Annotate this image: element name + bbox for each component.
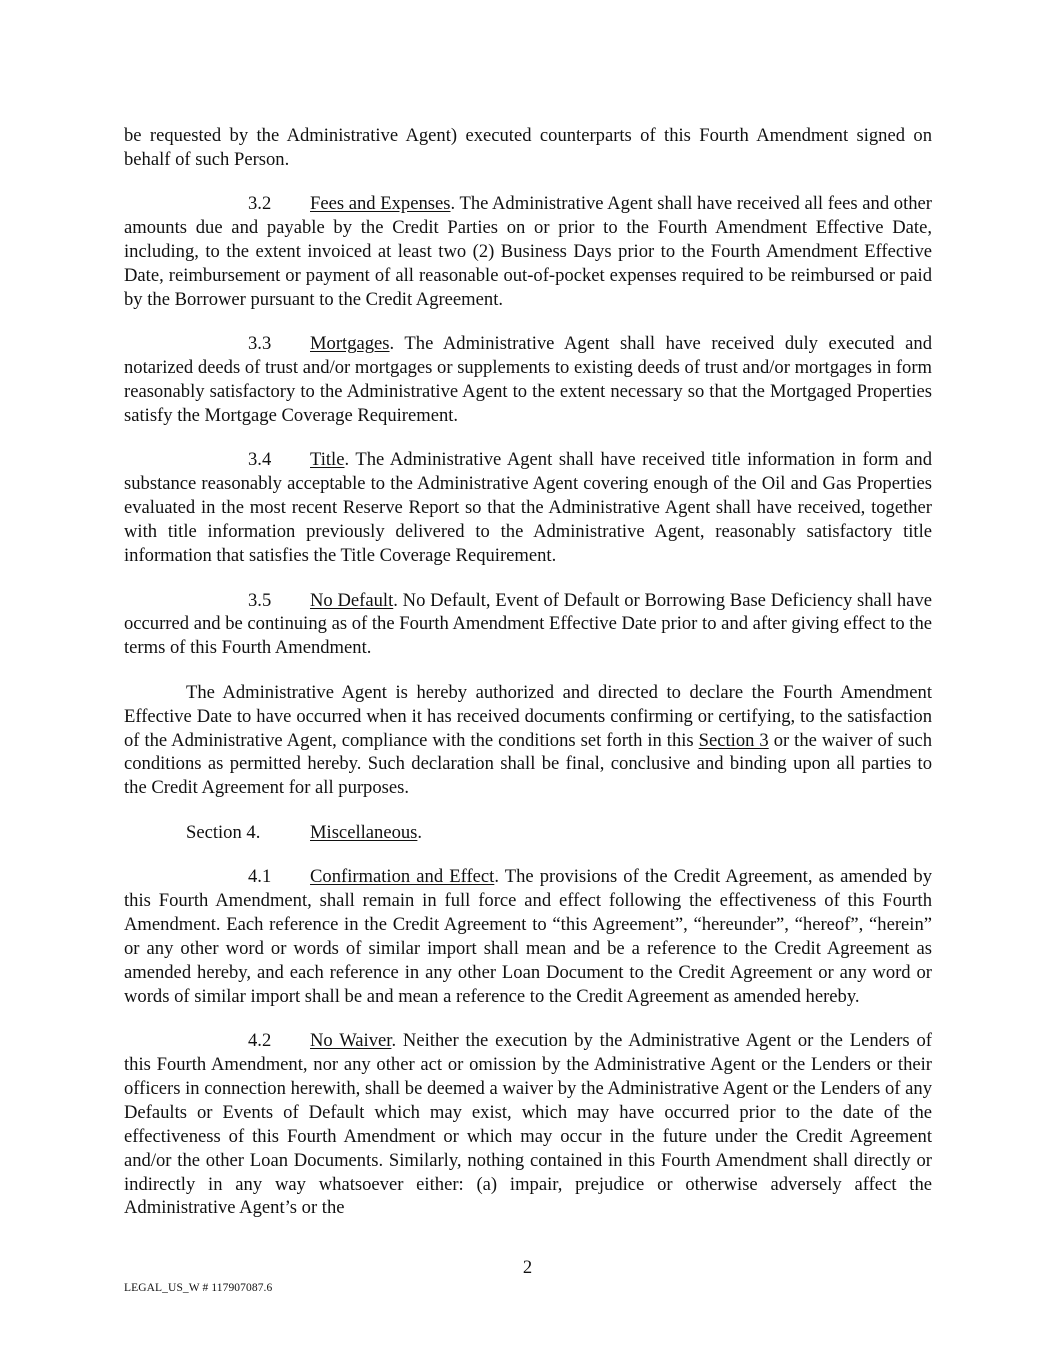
section-3-3-paragraph bbox=[124, 332, 932, 428]
section-4-2-paragraph bbox=[124, 1029, 932, 1220]
section-4-2-body: . Neither the execution by the Administrative Agent or the Lenders of this Fourth Amendment, nor any other act or omission by the Administrative Agent or the Lenders or their officers in connection herewith, shall be deemed a waiver by the Administrative Agent or the Lenders of any Defaults or Events of Default which may exist, which may have occurred prior to the date of the effectiveness of this Fourth Amendment or which may occur in the future under the Credit Agreement and/or the other Loan Documents. Similarly, nothing contained in this Fourth Amendment shall directly or indirectly in any way whatsoever either: (a) impair, prejudice or otherwise adversely affect the Administrative Agent’s or the bbox=[124, 1030, 932, 1219]
section-3-3-number: 3.3 bbox=[248, 333, 272, 355]
page-number: 2 bbox=[522, 1257, 533, 1278]
section-3-5-body: . No Default, Event of Default or Borrowing Base Deficiency shall have occurred and be continuing as of the Fourth Amendment Effective Date prior to and after giving effect to the terms of this Fourth Amendment. bbox=[124, 589, 932, 659]
section-3-reference: Section 3 bbox=[698, 729, 769, 751]
section-3-2-number: 3.2 bbox=[248, 193, 272, 215]
declaration-paragraph bbox=[124, 681, 932, 801]
section-4-2-number: 4.2 bbox=[248, 1030, 272, 1052]
section-3-3-heading: Mortgages bbox=[310, 333, 390, 355]
section-4-label: Section 4. bbox=[186, 821, 261, 843]
section-4-period: . bbox=[417, 821, 423, 843]
continuation-paragraph: be requested by the Administrative Agent) executed counterparts of this Fourth Amendment signed on behalf of such Person. bbox=[124, 125, 932, 170]
section-4-1-body: . The provisions of the Credit Agreement, as amended by this Fourth Amendment, shall remain in full force and effect following the effectiveness of this Fourth Amendment. Each reference in the Credit Agreement to “this Agreement”, “hereunder”, “hereof”, “herein” or any other word or words of similar import shall mean and be a reference to the Credit Agreement as amended hereby, and each reference in any other Loan Document to the Credit Agreement or any word or words of similar import shall be and mean a reference to the Credit Agreement as amended hereby. bbox=[124, 866, 932, 1007]
section-4-2-heading: No Waiver bbox=[310, 1030, 392, 1052]
document-page bbox=[124, 124, 932, 1220]
declaration-text-before: The Administrative Agent is hereby authorized and directed to declare the Fourth Amendment Effective Date to have occurred when it has received documents confirming or certifying, to the satisfaction of the Administrative Agent, compliance with the conditions set forth in this bbox=[124, 681, 932, 751]
section-3-4-number: 3.4 bbox=[248, 449, 272, 471]
declaration-text-after: or the waiver of such conditions as permitted hereby. Such declaration shall be final, conclusive and binding upon all parties to the Credit Agreement for all purposes. bbox=[124, 729, 932, 799]
section-4-heading-line bbox=[124, 821, 932, 845]
section-3-4-heading: Title bbox=[310, 449, 345, 471]
section-3-4-paragraph bbox=[124, 448, 932, 568]
section-3-5-number: 3.5 bbox=[248, 589, 272, 611]
section-3-2-paragraph bbox=[124, 192, 932, 312]
section-3-4-body: . The Administrative Agent shall have received title information in form and substance reasonably acceptable to the Administrative Agent covering enough of the Oil and Gas Properties evaluated in the most recent Reserve Report so that the Administrative Agent shall have received, together with title information previously delivered to the Administrative Agent, reasonably satisfactory title information that satisfies the Title Coverage Requirement. bbox=[124, 449, 932, 567]
section-4-heading: Miscellaneous bbox=[310, 821, 418, 843]
footer-document-id: LEGAL_US_W # 117907087.6 bbox=[124, 1282, 273, 1294]
section-4-1-paragraph bbox=[124, 865, 932, 1008]
section-3-3-body: . The Administrative Agent shall have received duly executed and notarized deeds of trust and/or mortgages or supplements to existing deeds of trust and/or mortgages in form reasonably satisfactory to the Administrative Agent to the extent necessary so that the Mortgaged Properties satisfy the Mortgage Coverage Requirement. bbox=[124, 333, 932, 427]
section-3-2-heading: Fees and Expenses bbox=[310, 193, 451, 215]
section-4-1-heading: Confirmation and Effect bbox=[310, 866, 495, 888]
section-3-2-body: . The Administrative Agent shall have received all fees and other amounts due and payable by the Credit Parties on or prior to the Fourth Amendment Effective Date, including, to the extent invoiced at least two (2) Business Days prior to the Fourth Amendment Effective Date, reimbursement or payment of all reasonable out-of-pocket expenses required to be reimbursed or paid by the Borrower pursuant to the Credit Agreement. bbox=[124, 193, 932, 310]
section-4-1-number: 4.1 bbox=[248, 866, 272, 888]
section-3-5-heading: No Default bbox=[310, 589, 394, 611]
section-3-5-paragraph bbox=[124, 589, 932, 661]
